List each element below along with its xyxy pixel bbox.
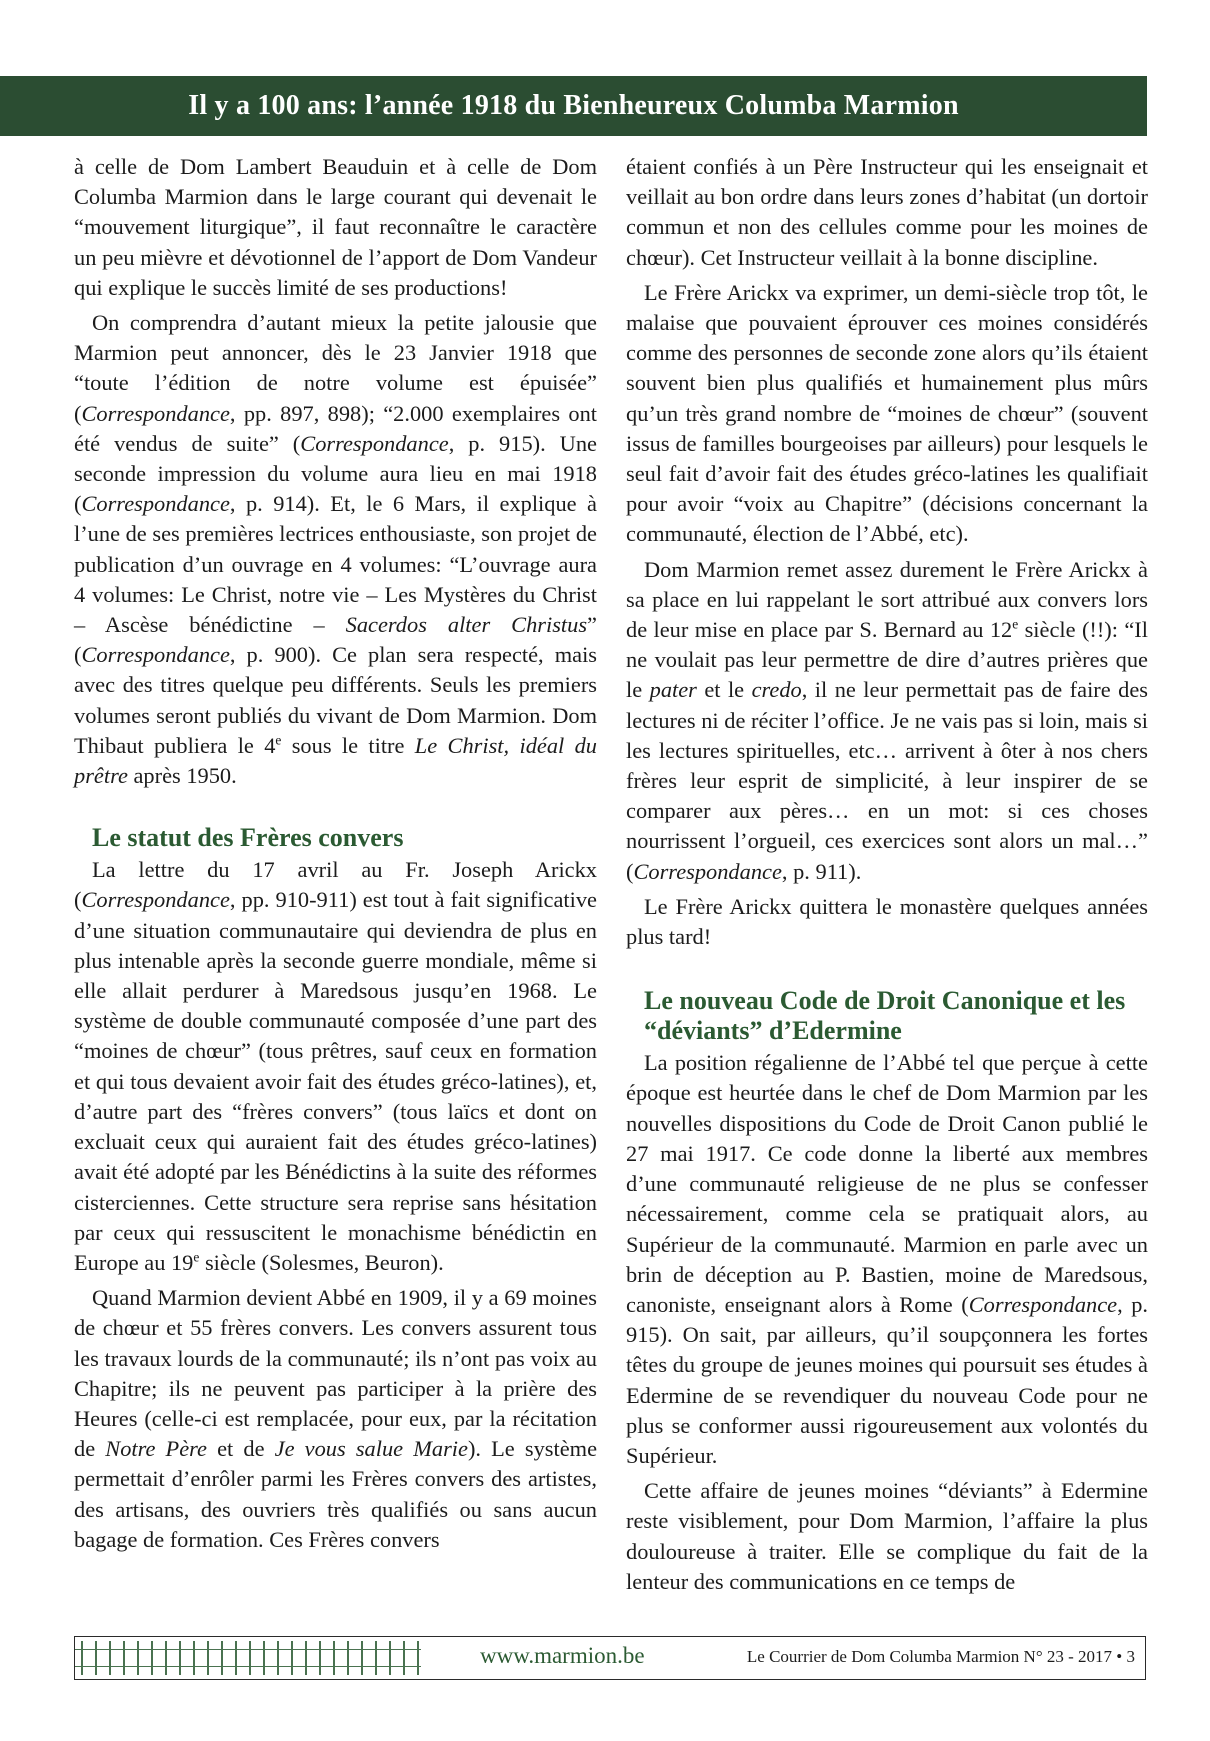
paragraph: Le Frère Arickx quittera le monastère quelques années plus tard! — [626, 893, 1148, 950]
section-heading: Le nouveau Code de Droit Canonique et les “déviants” d’Edermine — [644, 986, 1126, 1046]
banner-title: Il y a 100 ans: l’année 1918 du Bienheureux Columba Marmion — [188, 90, 959, 121]
paragraph: Cette affaire de jeunes moines “déviants” à Edermine reste visiblement, pour Dom Marmion, l’affaire la plus douloureuse à traiter. Elle se complique du fait de la lenteur des communications en ce temps de — [626, 1478, 1148, 1594]
paragraph: Dom Marmion remet assez durement le Frère Arickx à sa place en lui rappelant le sort attribué aux convers lors de leur mise en place par S. Bernard au 12e siècle (!!): “Il ne voulait pas leur permettre de dire d’autres prières que le pater et le credo, il ne leur permettait pas de faire des lectures ni de réciter l’office. Je ne vais pas si loin, mais si les lectures spirituelles, etc… arrivent à ôter à nos chers frères leur esprit de simplicité, à leur inspirer de se comparer aux pères… en un mot: si ces choses nourrissent l’orgueil, ces exercices sont alors un mal…” (Correspondance, p. 911). — [626, 556, 1148, 884]
paragraph: étaient confiés à un Père Instructeur qui les enseignait et veillait au bon ordre dans leurs zones d’habitat (un dortoir commun et non des cellules comme pour les moines de chœur). Cet Instructeur veillait à la bonne discipline. — [626, 154, 1148, 270]
publication-credit: Le Courrier de Dom Columba Marmion N° 23 - 2017 • 3 — [746, 1647, 1135, 1666]
left-column — [74, 152, 597, 1555]
cross-ornament-icon — [75, 1641, 421, 1675]
paragraph: La position régalienne de l’Abbé tel que perçue à cette époque est heurtée dans le chef de Dom Marmion par les nouvelles dispositions du Code de Droit Canon publié le 27 mai 1917. Ce code donne la liberté aux membres d’une communauté religieuse de ne plus se confesser nécessairement, comme cela se pratiquait alors, au Supérieur de la communauté. Marmion en parle avec un brin de déception au P. Bastien, moine de Maredsous, canoniste, enseignant alors à Rome (Correspondance, p. 915). On sait, par ailleurs, qu’il soupçonnera les fortes têtes du groupe de jeunes moines qui poursuit ses études à Edermine de se revendiquer du nouveau Code pour ne plus se conformer aussi rigoureusement aux volontés du Supérieur. — [626, 1050, 1148, 1468]
section-heading: Le statut des Frères convers — [92, 823, 404, 853]
paragraph: On comprendra d’autant mieux la petite jalousie que Marmion peut annoncer, dès le 23 Janvier 1918 que “toute l’édition de notre volume est épuisée” (Correspondance, pp. 897, 898); “2.000 exemplaires ont été vendus de suite” (Correspondance, p. 915). Une seconde impression du volume aura lieu en mai 1918 (Correspondance, p. 914). Et, le 6 Mars, il explique à l’une de ses premières lectrices enthousiaste, son projet de publication d’un ouvrage en 4 volumes: “L’ouvrage aura 4 volumes: Le Christ, notre vie – Les Mystères du Christ – Ascèse bénédictine – Sacerdos alter Christus” (Correspondance, p. 900). Ce plan sera respecté, mais avec des titres quelque peu différents. Seuls les premiers volumes seront publiés du vivant de Dom Marmion. Dom Thibaut publiera le 4e sous le titre Le Christ, idéal du prêtre après 1950. — [74, 310, 597, 789]
paragraph: La lettre du 17 avril au Fr. Joseph Arickx (Correspondance, pp. 910-911) est tout à fait significative d’une situation communautaire qui deviendra de plus en plus intenable après la seconde guerre mondiale, même si elle allait perdurer à Maredsous jusqu’en 1968. Le système de double communauté composée d’une part des “moines de chœur” (tous prêtres, sauf ceux en formation et qui tous devaient avoir fait des études gréco-latines), et, d’autre part des “frères convers” (tous laïcs et dont on excluait ceux qui auraient fait des études gréco-latines) avait été adopté par les Bénédictins à la suite des réformes cisterciennes. Cette structure sera reprise sans hésitation par ceux qui ressuscitent le monachisme bénédictin en Europe au 19e siècle (Solesmes, Beuron). — [74, 857, 597, 1275]
right-column — [626, 152, 1148, 1597]
paragraph: Le Frère Arickx va exprimer, un demi-siècle trop tôt, le malaise que pouvaient éprouver ces moines considérés comme des personnes de seconde zone alors qu’ils étaient souvent bien plus qualifiés et humainement plus mûrs qu’un très grand nombre de “moines de chœur” (souvent issus de familles bourgeoises par ailleurs) pour lesquels le seul fait d’avoir fait des études gréco-latines les qualifiait pour avoir “voix au Chapitre” (décisions concernant la communauté, élection de l’Abbé, etc). — [626, 279, 1148, 547]
page-footer — [74, 1636, 1146, 1680]
website-link[interactable]: www.marmion.be — [480, 1643, 645, 1668]
page-banner — [0, 76, 1147, 136]
paragraph: Quand Marmion devient Abbé en 1909, il y a 69 moines de chœur et 55 frères convers. Les convers assurent tous les travaux lourds de la communauté; ils n’ont pas voix au Chapitre; ils ne peuvent pas participer à la prière des Heures (celle-ci est remplacée, pour eux, par la récitation de Notre Père et de Je vous salue Marie). Le système permettait d’enrôler parmi les Frères convers des artistes, des artisans, des ouvriers très qualifiés ou sans aucun bagage de formation. Ces Frères convers — [74, 1285, 598, 1552]
paragraph: à celle de Dom Lambert Beauduin et à celle de Dom Columba Marmion dans le large courant qui devenait le “mouvement liturgique”, il faut reconnaître le caractère un peu mièvre et dévotionnel de l’apport de Dom Vandeur qui explique le succès limité de ses productions! — [74, 154, 597, 300]
